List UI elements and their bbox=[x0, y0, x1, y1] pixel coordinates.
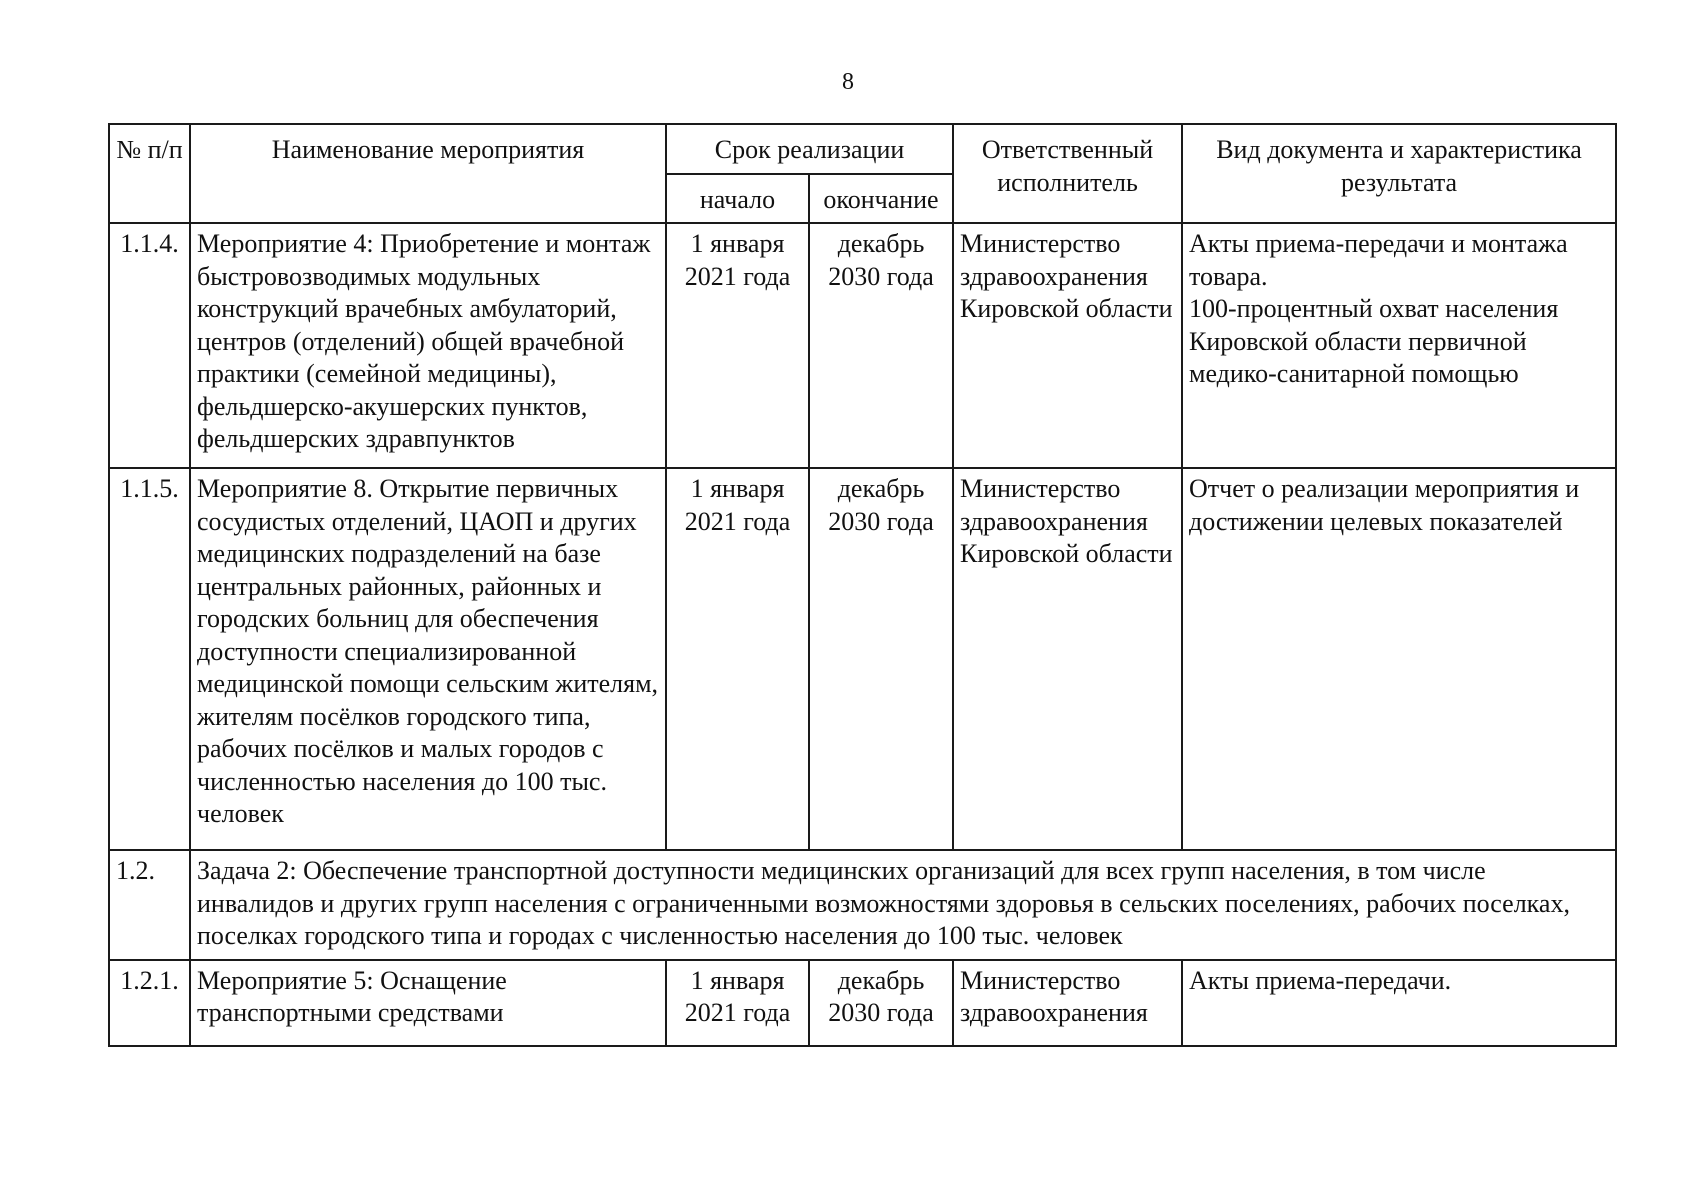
table-row bbox=[109, 468, 1616, 850]
table-row bbox=[109, 960, 1616, 1046]
row-start: 1 января 2021 года bbox=[666, 960, 809, 1046]
header-name: Наименование мероприятия bbox=[190, 124, 666, 223]
row-result: Отчет о реализации мероприятия и достижении целевых показателей bbox=[1182, 468, 1616, 850]
row-name: Мероприятие 4: Приобретение и монтаж быстровозводимых модульных конструкций врачебных амбулаторий, центров (отделений) общей врачебной практики (семейной медицины), фельдшерско-акушерских пунктов, фельдшерских здравпунктов bbox=[190, 223, 666, 468]
task-text: Задача 2: Обеспечение транспортной доступности медицинских организаций для всех групп населения, в том числе инвалидов и других групп населения с ограниченными возможностями здоровья в сельских поселениях, рабочих поселках, поселках городского типа и городах с численностью населения до 100 тыс. человек bbox=[190, 850, 1616, 960]
row-name: Мероприятие 8. Открытие первичных сосудистых отделений, ЦАОП и других медицинских подразделений на базе центральных районных, районных и городских больниц для обеспечения доступности специализированной медицинской помощи сельским жителям, жителям посёлков городского типа, рабочих посёлков и малых городов с численностью населения до 100 тыс. человек bbox=[190, 468, 666, 850]
row-num: 1.2.1. bbox=[109, 960, 190, 1046]
header-start: начало bbox=[666, 174, 809, 224]
row-end: декабрь 2030 года bbox=[809, 468, 953, 850]
row-result: Акты приема-передачи и монтажа товара. 100-процентный охват населения Кировской области первичной медико-санитарной помощью bbox=[1182, 223, 1616, 468]
table-row bbox=[109, 223, 1616, 468]
header-period: Срок реализации bbox=[666, 124, 953, 174]
row-num: 1.1.4. bbox=[109, 223, 190, 468]
activities-table bbox=[108, 123, 1617, 1047]
page-number: 8 bbox=[842, 69, 854, 95]
table-header-row bbox=[109, 124, 1616, 174]
task-row bbox=[109, 850, 1616, 960]
row-end: декабрь 2030 года bbox=[809, 960, 953, 1046]
row-responsible: Министерство здравоохранения bbox=[953, 960, 1182, 1046]
row-result: Акты приема-передачи. bbox=[1182, 960, 1616, 1046]
row-responsible: Министерство здравоохранения Кировской области bbox=[953, 468, 1182, 850]
row-num: 1.1.5. bbox=[109, 468, 190, 850]
row-start: 1 января 2021 года bbox=[666, 223, 809, 468]
row-name: Мероприятие 5: Оснащение транспортными средствами bbox=[190, 960, 666, 1046]
row-responsible: Министерство здравоохранения Кировской области bbox=[953, 223, 1182, 468]
header-responsible: Ответственный исполнитель bbox=[953, 124, 1182, 223]
header-result: Вид документа и характеристика результата bbox=[1182, 124, 1616, 223]
task-num: 1.2. bbox=[109, 850, 190, 960]
row-end: декабрь 2030 года bbox=[809, 223, 953, 468]
header-end: окончание bbox=[809, 174, 953, 224]
header-num: № п/п bbox=[109, 124, 190, 223]
row-start: 1 января 2021 года bbox=[666, 468, 809, 850]
